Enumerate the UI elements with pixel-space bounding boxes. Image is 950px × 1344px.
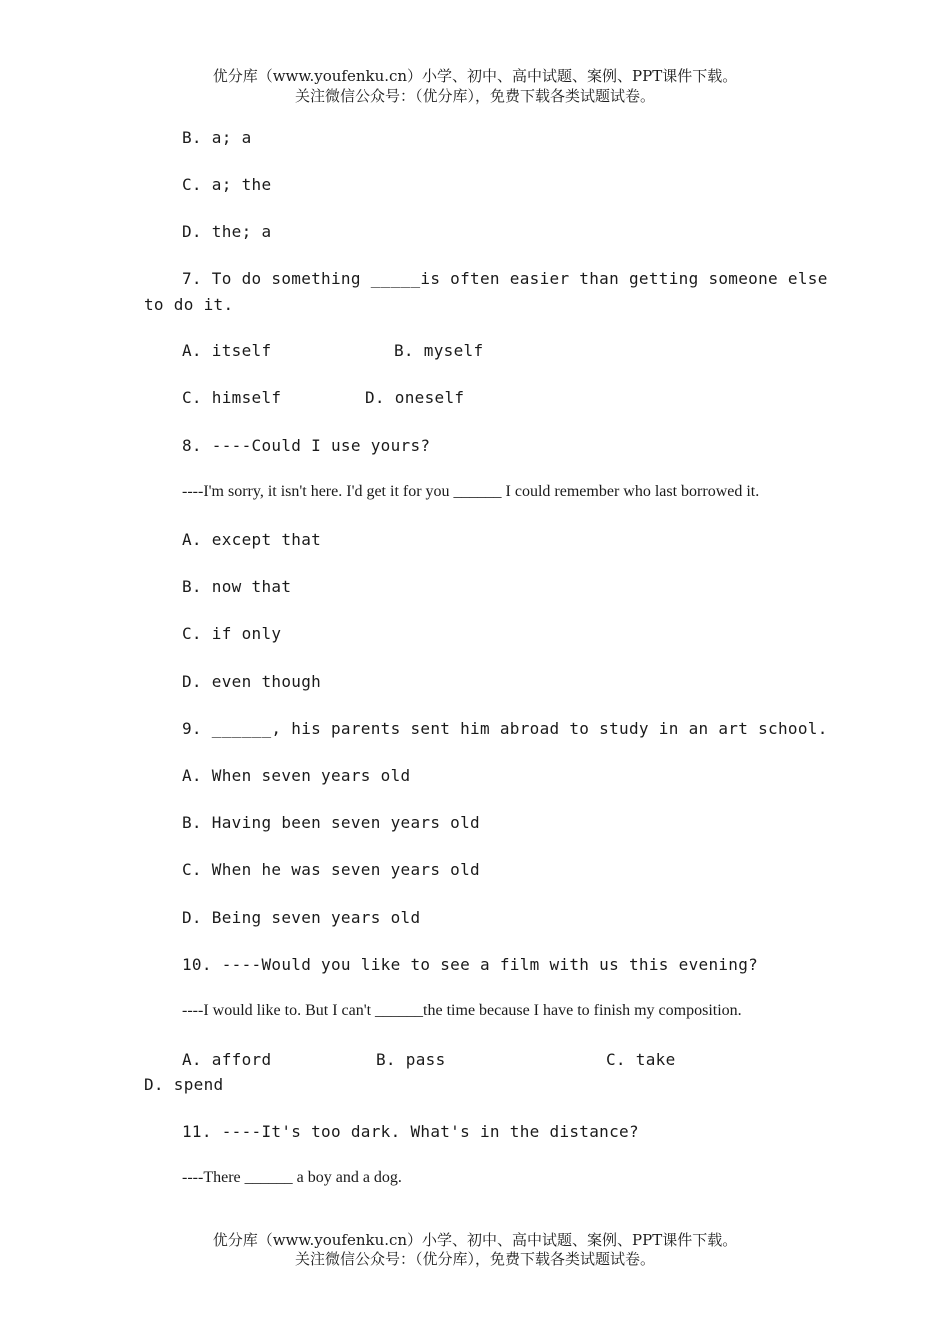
q7-option-a: A. itself	[182, 341, 272, 360]
q9-option-a: A. When seven years old	[182, 766, 411, 785]
q8-option-c: C. if only	[182, 624, 282, 643]
q10-option-a: A. afford	[182, 1050, 272, 1069]
header-line-2: 关注微信公众号：（优分库），免费下载各类试题试卷。	[294, 87, 655, 105]
q6-option-c: C. a; the	[182, 175, 272, 194]
q8-option-b: B. now that	[182, 577, 292, 596]
q8-option-a: A. except that	[182, 530, 322, 549]
q7-stem-line-1: 7. To do something _____is often easier than getting someone else	[182, 269, 828, 288]
q10-stem: 10. ----Would you like to see a film with us this evening?	[182, 955, 759, 974]
q8-option-d: D. even though	[182, 672, 322, 691]
q6-option-d: D. the; a	[182, 222, 272, 241]
q11-reply: ----There ______ a boy and a dog.	[182, 1169, 402, 1186]
q6-option-b: B. a; a	[182, 128, 252, 147]
q11-stem: 11. ----It's too dark. What's in the distance?	[182, 1122, 639, 1141]
q7-option-c: C. himself	[182, 388, 282, 407]
q8-stem: 8. ----Could I use yours?	[182, 436, 431, 455]
q9-option-d: D. Being seven years old	[182, 908, 421, 927]
q10-option-d: D. spend	[144, 1075, 224, 1094]
q10-reply: ----I would like to. But I can't ______the time because I have to finish my composition.	[182, 1002, 742, 1019]
q8-reply: ----I'm sorry, it isn't here. I'd get it for you ______ I could remember who last borrowed it.	[182, 483, 760, 500]
q9-option-c: C. When he was seven years old	[182, 860, 480, 879]
footer-line-1: 优分库（www.youfenku.cn）小学、初中、高中试题、案例、PPT课件下载。	[212, 1231, 738, 1249]
q7-stem-line-2: to do it.	[144, 295, 234, 314]
q9-option-b: B. Having been seven years old	[182, 813, 480, 832]
q10-option-c: C. take	[606, 1050, 676, 1069]
q9-stem: 9. ______, his parents sent him abroad to study in an art school.	[182, 719, 828, 738]
footer-line-2: 关注微信公众号：（优分库），免费下载各类试题试卷。	[294, 1250, 655, 1268]
q7-option-d: D. oneself	[365, 388, 465, 407]
header-line-1: 优分库（www.youfenku.cn）小学、初中、高中试题、案例、PPT课件下载。	[212, 67, 738, 85]
q7-option-b: B. myself	[394, 341, 484, 360]
q10-option-b: B. pass	[376, 1050, 446, 1069]
